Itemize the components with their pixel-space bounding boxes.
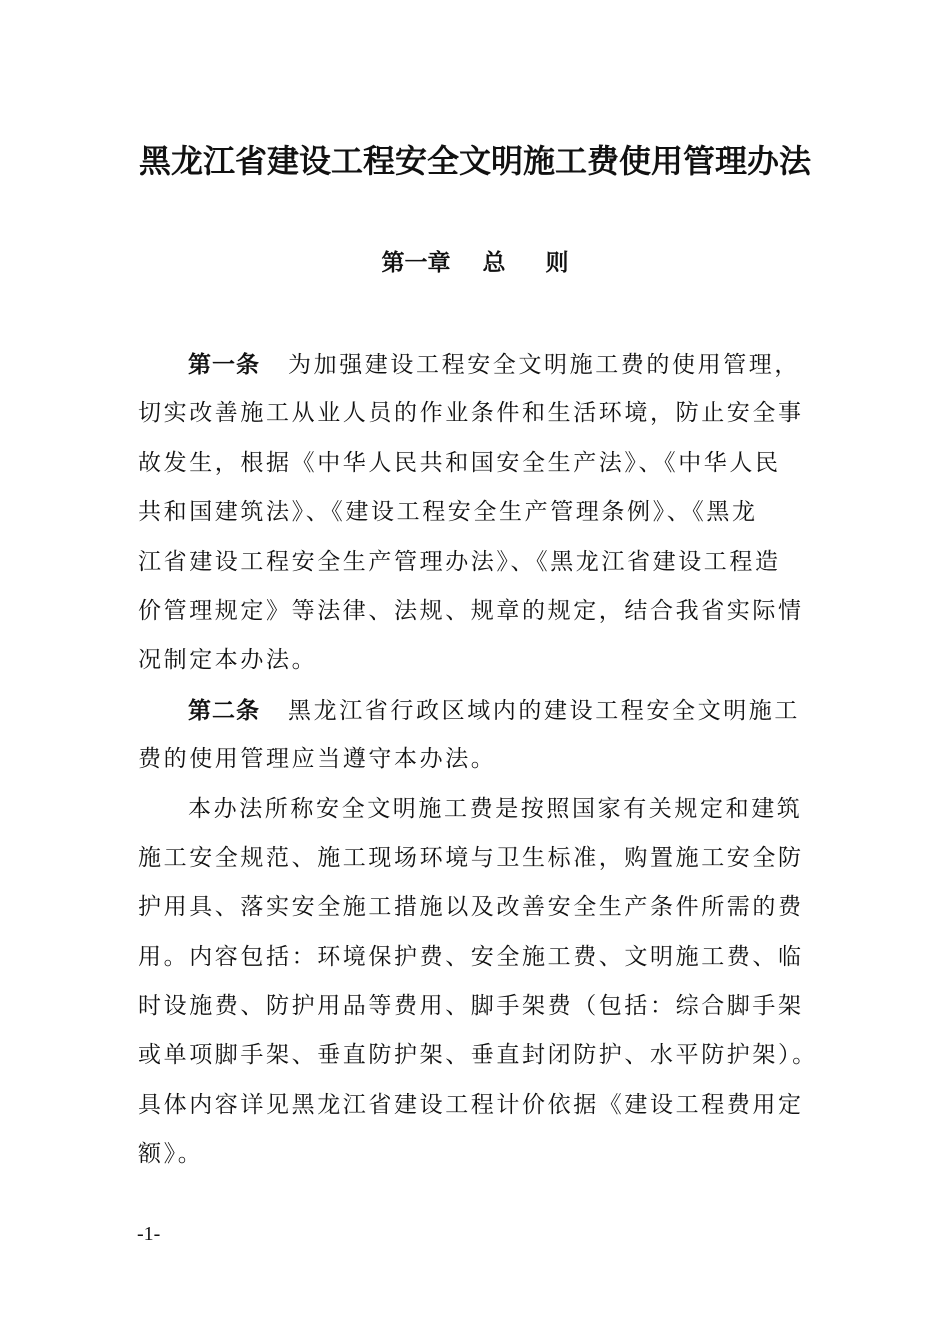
article-line: 价管理规定》等法律、法规、规章的规定，结合我省实际情 <box>138 597 804 624</box>
article-2 <box>138 686 818 785</box>
article-line <box>138 340 818 389</box>
article-line: 共和国建筑法》、《建设工程安全生产管理条例》、《黑龙 <box>138 499 758 526</box>
paragraph-line: 本办法所称安全文明施工费是按照国家有关规定和建筑 <box>188 795 803 822</box>
article-line: 故发生，根据《中华人民共和国安全生产法》、《中华人民 <box>138 449 781 476</box>
article-line: 切实改善施工从业人员的作业条件和生活环境，防止安全事 <box>138 400 804 427</box>
article-label: 第一条 <box>188 351 260 378</box>
paragraph-line: 具体内容详见黑龙江省建设工程计价依据《建设工程费用定 <box>138 1091 804 1118</box>
article-text: 为加强建设工程安全文明施工费的使用管理， <box>288 352 800 378</box>
paragraph-definition <box>138 785 818 1180</box>
paragraph-line: 额》。 <box>138 1141 204 1168</box>
document-title: 黑龙江省建设工程安全文明施工费使用管理办法 <box>138 142 811 180</box>
article-text: 黑龙江省行政区域内的建设工程安全文明施工 <box>288 697 800 724</box>
chapter-heading: 第一章 总 则 <box>381 249 569 276</box>
document-body <box>138 340 818 1180</box>
article-line: 况制定本办法。 <box>138 647 318 674</box>
paragraph-line: 用。内容包括：环境保护费、安全施工费、文明施工费、临 <box>138 943 804 970</box>
article-line: 江省建设工程安全生产管理办法》、《黑龙江省建设工程造 <box>138 548 781 575</box>
paragraph-line: 护用具、落实安全施工措施以及改善安全生产条件所需的费 <box>138 894 804 921</box>
page-number: -1- <box>137 1223 161 1245</box>
article-label: 第二条 <box>188 696 260 724</box>
paragraph-line: 时设施费、防护用品等费用、脚手架费（包括：综合脚手架 <box>138 993 804 1020</box>
article-1 <box>138 340 818 686</box>
article-line <box>138 686 818 735</box>
article-line: 费的使用管理应当遵守本办法。 <box>138 746 497 773</box>
paragraph-line: 或单项脚手架、垂直防护架、垂直封闭防护、水平防护架）。 <box>138 1042 818 1069</box>
paragraph-line: 施工安全规范、施工现场环境与卫生标准，购置施工安全防 <box>138 844 804 871</box>
